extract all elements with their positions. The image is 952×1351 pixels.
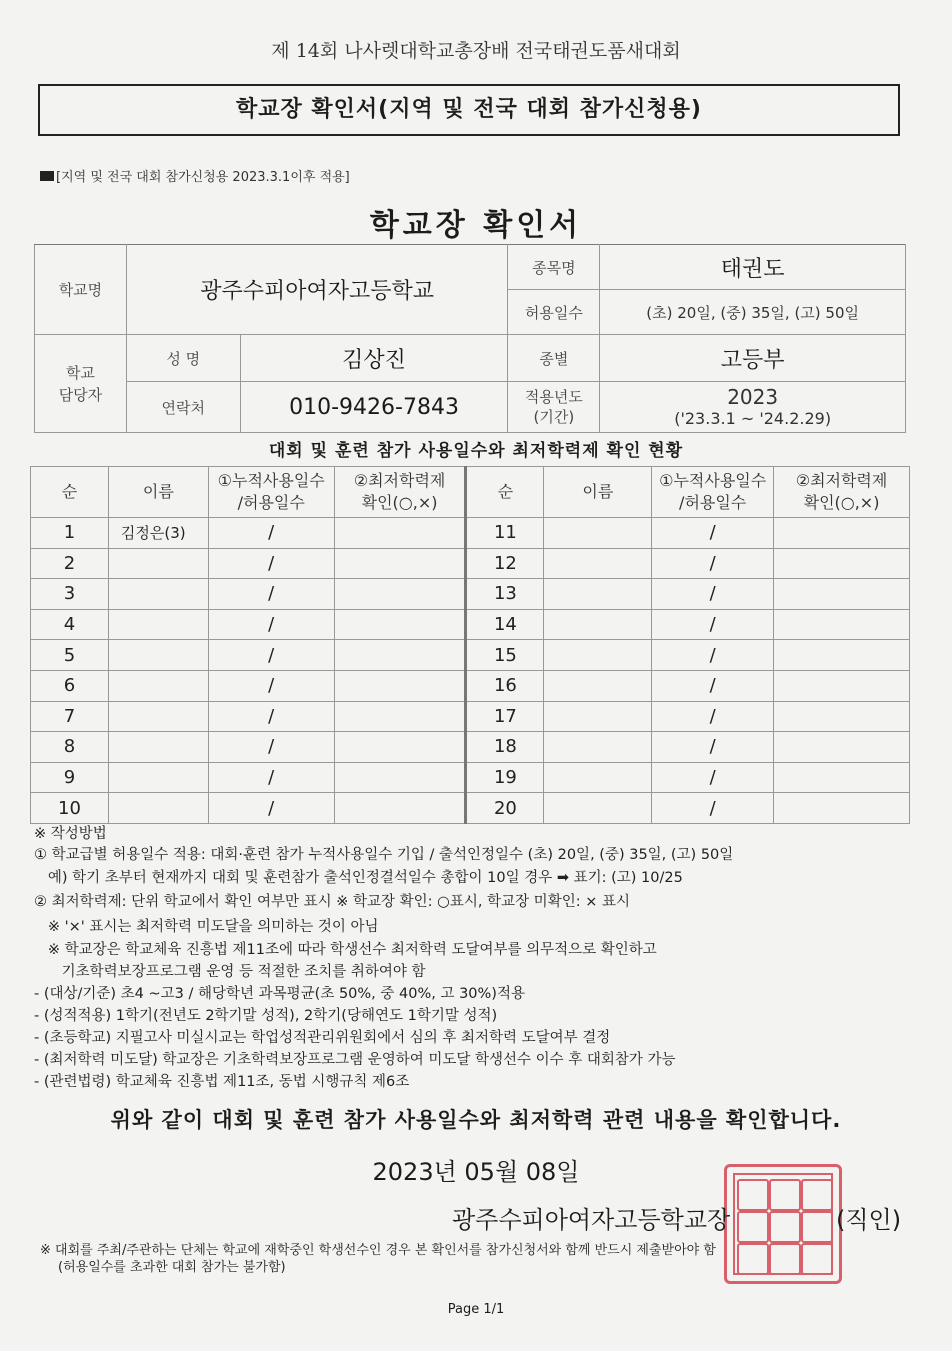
student-name [544,670,652,701]
minimum-check [334,518,466,549]
school-info-table [34,244,906,433]
row-number: 11 [466,518,544,549]
table-row [31,732,910,763]
row-number: 10 [31,793,109,824]
signer-name: 광주수피아여자고등학교장 [452,1206,731,1234]
student-name [108,701,208,732]
seal-glyph [737,1179,769,1211]
seal-label: (직인) [836,1206,902,1234]
row-number: 13 [466,579,544,610]
note-line: - (초등학교) 지필고사 미실시교는 학업성적관리위원회에서 심의 후 최저학력 도달여부 결정 [34,1030,611,1046]
seal-glyph [801,1179,833,1211]
header-usage: ①누적사용일수 /허용일수 [652,467,774,518]
student-name [544,732,652,763]
header-check: ②최저학력제 확인(○,×) [334,467,466,518]
student-name [544,762,652,793]
applicability-note [40,166,350,185]
minimum-check [774,579,910,610]
student-name [108,670,208,701]
table-row [31,579,910,610]
section-title: 대회 및 훈련 참가 사용일수와 최저학력제 확인 현황 [268,441,684,461]
row-number: 6 [31,670,109,701]
minimum-check [334,609,466,640]
minimum-check [334,762,466,793]
row-number: 19 [466,762,544,793]
official-seal-stamp [724,1164,842,1284]
student-name [544,793,652,824]
student-name [108,640,208,671]
header-name: 이름 [108,467,208,518]
row-number: 16 [466,670,544,701]
year-label: 적용년도 (기간) [508,382,600,433]
student-name [108,762,208,793]
seal-glyph [737,1243,769,1275]
applicability-text: [지역 및 전국 대회 참가신청용 2023.3.1이후 적용] [56,170,350,185]
minimum-check [334,670,466,701]
student-name [544,579,652,610]
header-check: ②최저학력제 확인(○,×) [774,467,910,518]
division-label: 종별 [508,335,600,382]
note-line: ① 학교급별 허용일수 적용: 대회·훈련 참가 누적사용일수 기입 / 출석인정일수 (초) 20일, (중) 35일, (고) 50일 [34,847,734,863]
note-line: - (대상/기준) 초4 ~고3 / 해당학년 과목평균(초 50%, 중 40%, 고 30%)적용 [34,986,525,1002]
table-row [31,518,910,549]
minimum-check [334,701,466,732]
allowed-days-label: 허용일수 [508,290,600,335]
usage-days: / [208,609,334,640]
confirmation-date: 2023년 05월 08일 [372,1158,580,1186]
row-number: 12 [466,548,544,579]
note-line: - (성적적용) 1학기(전년도 2학기말 성적), 2학기(당해연도 1학기말 성적) [34,1008,498,1024]
table-row [31,670,910,701]
student-name [108,548,208,579]
usage-days: / [652,670,774,701]
table-row [31,640,910,671]
name-label: 성 명 [126,335,240,382]
table-row [31,548,910,579]
period-value: ('23.3.1 ~ '24.2.29) [674,409,832,428]
usage-days: / [652,548,774,579]
table-row [31,793,910,824]
student-name [108,793,208,824]
note-line: - (관련법령) 학교체육 진흥법 제11조, 동법 시행규칙 제6조 [34,1074,410,1090]
usage-days: / [208,670,334,701]
usage-days: / [652,732,774,763]
usage-days: / [208,548,334,579]
row-number: 17 [466,701,544,732]
note-line: 기초학력보장프로그램 운영 등 적절한 조치를 취하여야 함 [34,964,426,980]
event-value: 태권도 [600,245,906,290]
minimum-check [334,793,466,824]
note-line: - (최저학력 미도달) 학교장은 기초학력보장프로그램 운영하여 미도달 학생선수 이수 후 대회참가 가능 [34,1052,676,1068]
minimum-check [334,548,466,579]
minimum-check [774,701,910,732]
minimum-check [774,762,910,793]
usage-days: / [208,793,334,824]
student-name [544,701,652,732]
minimum-check [774,548,910,579]
row-number: 20 [466,793,544,824]
header-usage: ①누적사용일수 /허용일수 [208,467,334,518]
minimum-check [774,609,910,640]
page-number: Page 1/1 [447,1302,505,1317]
minimum-check [774,518,910,549]
minimum-check [774,732,910,763]
contact-value: 010-9426-7843 [240,382,508,433]
confirmation-statement: 위와 같이 대회 및 훈련 참가 사용일수와 최저학력 관련 내용을 확인합니다. [110,1108,842,1132]
student-name [108,609,208,640]
row-number: 18 [466,732,544,763]
seal-glyph [769,1243,801,1275]
header-no: 순 [466,467,544,518]
row-number: 7 [31,701,109,732]
note-line: ※ '×' 표시는 최저학력 미도달을 의미하는 것이 아님 [34,919,379,935]
usage-days: / [208,701,334,732]
row-number: 8 [31,732,109,763]
row-number: 1 [31,518,109,549]
student-name [544,609,652,640]
seal-glyph [801,1211,833,1243]
note-line: ② 최저학력제: 단위 학교에서 확인 여부만 표시 ※ 학교장 확인: ○표시, 학교장 미확인: × 표시 [34,894,630,910]
student-name [108,732,208,763]
table-row [31,609,910,640]
usage-days: / [208,762,334,793]
year-cell [600,382,906,433]
minimum-check [334,640,466,671]
minimum-check [774,640,910,671]
usage-days: / [652,762,774,793]
school-label: 학교명 [35,245,127,335]
usage-days: / [208,640,334,671]
minimum-check [774,670,910,701]
row-number: 15 [466,640,544,671]
footnote-line: (허용일수를 초과한 대회 참가는 불가함) [58,1260,286,1275]
minimum-check [334,732,466,763]
seal-glyph [769,1179,801,1211]
student-name [108,579,208,610]
student-name [544,518,652,549]
usage-days: / [652,518,774,549]
seal-glyph [801,1243,833,1275]
usage-days: / [208,518,334,549]
event-title: 제 14회 나사렛대학교총장배 전국태권도품새대회 [271,40,681,62]
usage-days: / [652,793,774,824]
student-name [544,640,652,671]
row-number: 14 [466,609,544,640]
usage-days: / [208,579,334,610]
roster-table [30,466,910,824]
row-number: 3 [31,579,109,610]
seal-glyph [769,1211,801,1243]
year-value: 2023 [727,385,779,409]
manager-name: 김상진 [240,335,508,382]
document-title: 학교장 확인서 [369,208,583,243]
contact-label: 연락처 [126,382,240,433]
usage-days: / [652,579,774,610]
notes-heading: ※ 작성방법 [34,826,107,842]
note-line: 예) 학기 초부터 현재까지 대회 및 훈련참가 출석인정결석일수 총합이 10일 경우 ➡ 표기: (고) 10/25 [34,870,683,886]
manager-label: 학교 담당자 [35,335,127,433]
minimum-check [334,579,466,610]
title-box: 학교장 확인서(지역 및 전국 대회 참가신청용) [38,84,900,136]
school-name: 광주수피아여자고등학교 [126,245,508,335]
division-value: 고등부 [600,335,906,382]
header-no: 순 [31,467,109,518]
header-name: 이름 [544,467,652,518]
black-square-icon [40,171,54,181]
table-row [31,701,910,732]
note-line: ※ 학교장은 학교체육 진흥법 제11조에 따라 학생선수 최저학력 도달여부를 의무적으로 확인하고 [34,942,657,958]
minimum-check [774,793,910,824]
allowed-days-value: (초) 20일, (중) 35일, (고) 50일 [600,290,906,335]
seal-glyph [737,1211,769,1243]
row-number: 2 [31,548,109,579]
table-row [31,762,910,793]
student-name [544,548,652,579]
footnote [40,1242,716,1276]
row-number: 9 [31,762,109,793]
usage-days: / [652,609,774,640]
usage-days: / [652,701,774,732]
usage-days: / [652,640,774,671]
row-number: 4 [31,609,109,640]
footnote-line: ※ 대회를 주최/주관하는 단체는 학교에 재학중인 학생선수인 경우 본 확인서를 참가신청서와 함께 반드시 제출받아야 함 [40,1243,716,1258]
usage-days: / [208,732,334,763]
event-label: 종목명 [508,245,600,290]
student-name: 김정은(3) [108,518,208,549]
row-number: 5 [31,640,109,671]
